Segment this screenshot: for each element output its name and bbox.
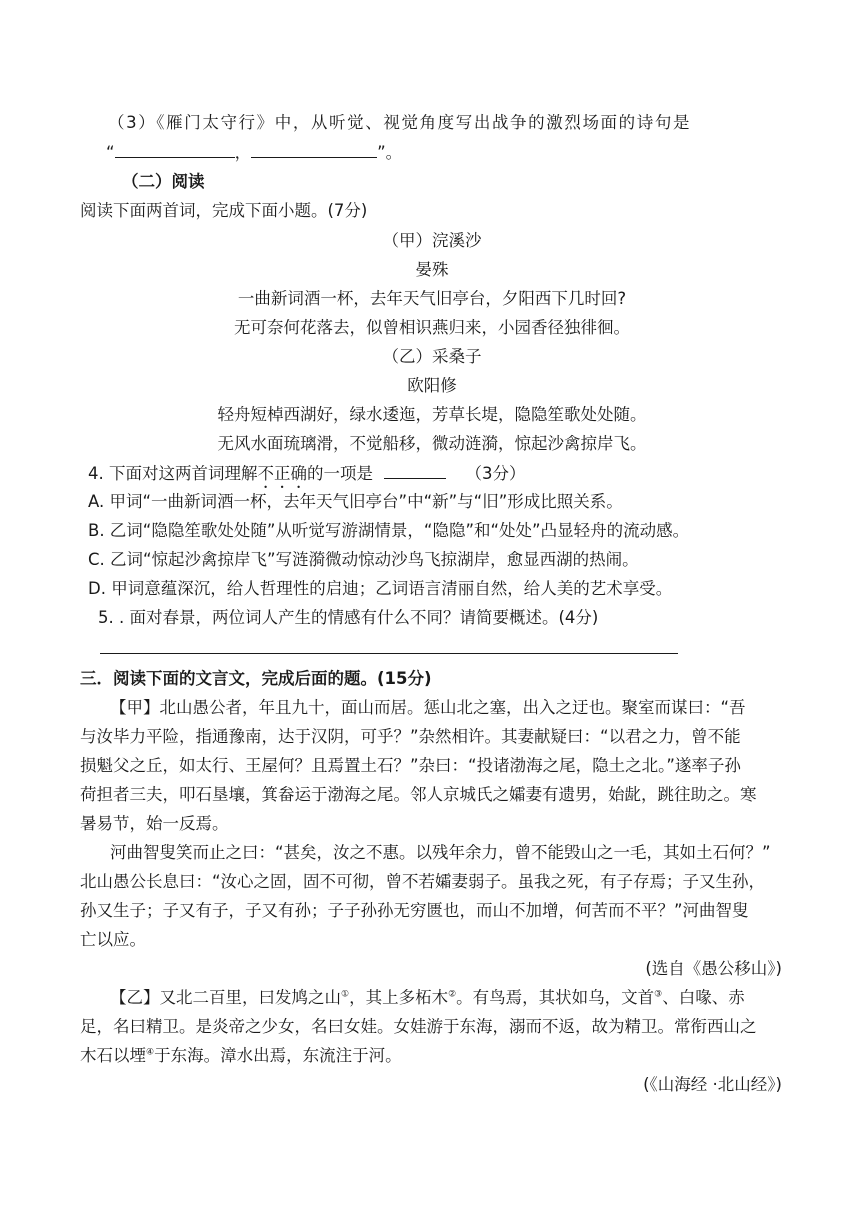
passage-a-line-2: 与汝毕力平险，指通豫南，达于汉阴，可乎？”杂然相许。其妻献疑曰：“以君之力，曾不能: [80, 727, 741, 746]
passage-b-seg-4: 、白喙、赤: [662, 988, 745, 1007]
passage-b-line-3-pre: 木石以堙: [80, 1046, 146, 1065]
passage-b-seg-2: ，其上多柘木: [349, 988, 449, 1007]
passage-a-line-4: 荷担者三夫，叩石垦壤，箕畚运于渤海之尾。邻人京城氏之孀妻有遗男，始龀，跳往助之。寒: [80, 785, 757, 804]
comma: ，: [234, 143, 252, 162]
answer-blank-2[interactable]: [251, 141, 377, 158]
passage-b-line-2: 足，名曰精卫。是炎帝之少女，名曰女娃。女娃游于东海，溺而不返，故为精卫。常衔西山之: [80, 1017, 757, 1036]
poem-b-line-1: 轻舟短棹西湖好，绿水逶迤，芳草长堤，隐隐笙歌处处随。: [217, 405, 647, 424]
passage-a-source: (选自《愚公移山》): [645, 959, 782, 978]
question-5: 5. . 面对春景，两位词人产生的情感有什么不同？请简要概述。(4分): [98, 608, 599, 627]
passage-b-line-3-post: 于东海。漳水出焉，东流注于河。: [154, 1046, 402, 1065]
question-4-emphasis: 不正确: [257, 464, 307, 483]
question-4-stem: [88, 462, 526, 492]
poem-a-line-2: 无可奈何花落去，似曾相识燕归来，小园香径独徘徊。: [234, 318, 630, 337]
passage-a-line-3: 损魁父之丘，如太行、王屋何？且焉置土石？”杂曰：“投诸渤海之尾，隐土之北。”遂率子孙: [80, 756, 741, 775]
passage-b-line-1: [110, 987, 745, 1009]
question-4-stem-pre: 4. 下面对这两首词理解: [88, 464, 258, 483]
section-3-title: 三．阅读下面的文言文，完成后面的题。(15分): [80, 669, 432, 688]
poem-a-author: 晏殊: [415, 260, 449, 279]
footnote-marker-3: ③: [654, 989, 663, 1000]
poem-b-title: （乙）采桑子: [382, 347, 482, 366]
passage-b-seg-3: 。有鸟焉，其状如乌，文首: [456, 988, 655, 1007]
answer-blank-1[interactable]: [115, 141, 235, 158]
passage-a-line-9: 亡以应。: [80, 930, 146, 949]
passage-b-line-3: [80, 1045, 402, 1067]
option-b: B. 乙词“隐隐笙歌处处随”从听觉写游湖情景，“隐隐”和“处处”凸显轻舟的流动感。: [88, 521, 690, 540]
passage-a-line-1: 【甲】北山愚公者，年且九十，面山而居。惩山北之塞，出入之迂也。聚室而谋曰：“吾: [110, 698, 746, 717]
passage-b-seg-1: 【乙】又北二百里，曰发鸠之山: [110, 988, 341, 1007]
poem-a-title: （甲）浣溪沙: [382, 231, 482, 250]
passage-b-source: (《山海经 ·北山经》): [643, 1075, 782, 1094]
question-3-blanks: [106, 141, 402, 164]
question-4-points: （3分）: [465, 464, 526, 483]
passage-a-line-5: 暑易节，始一反焉。: [80, 814, 229, 833]
open-quote: “: [106, 143, 115, 162]
option-c: C. 乙词“惊起沙禽掠岸飞”写涟漪微动惊动沙鸟飞掠湖岸，愈显西湖的热闹。: [88, 550, 639, 569]
footnote-marker-1: ①: [341, 989, 350, 1000]
poem-b-author: 欧阳修: [407, 376, 457, 395]
close-quote: ”。: [377, 143, 403, 162]
option-d: D. 甲词意蕴深沉，给人哲理性的启迪；乙词语言清丽自然，给人美的艺术享受。: [88, 579, 673, 598]
footnote-marker-4: ④: [146, 1047, 155, 1058]
poem-b-line-2: 无风水面琉璃滑，不觉船移，微动涟漪，惊起沙禽掠岸飞。: [217, 434, 647, 453]
section-2-intro: 阅读下面两首词，完成下面小题。(7分): [80, 201, 368, 220]
poem-a-line-1: 一曲新词酒一杯，去年天气旧亭台，夕阳西下几时回?: [237, 289, 627, 308]
question-3-text: （3）《雁门太守行》中，从听觉、视觉角度写出战争的激烈场面的诗句是: [108, 113, 692, 132]
passage-a-line-7: 北山愚公长息曰：“汝心之固，固不可彻，曾不若孀妻弱子。虽我之死，有子存焉；子又生孙，: [80, 872, 766, 891]
section-2-title: （二）阅读: [122, 172, 205, 191]
footnote-marker-2: ②: [448, 989, 457, 1000]
option-a: A. 甲词“一曲新词酒一杯，去年天气旧亭台”中“新”与“旧”形成比照关系。: [88, 492, 623, 511]
question-4-stem-post: 的一项是: [307, 464, 373, 483]
answer-blank-q4[interactable]: [384, 462, 446, 479]
answer-line-q5[interactable]: [100, 653, 678, 654]
passage-a-line-6: 河曲智叟笑而止之曰：“甚矣，汝之不惠。以残年余力，曾不能毁山之一毛，其如土石何？”: [110, 843, 771, 862]
passage-a-line-8: 孙又生子；子又有子，子又有孙；子子孙孙无穷匮也，而山不加增，何苦而不平？”河曲智叟: [80, 901, 749, 920]
